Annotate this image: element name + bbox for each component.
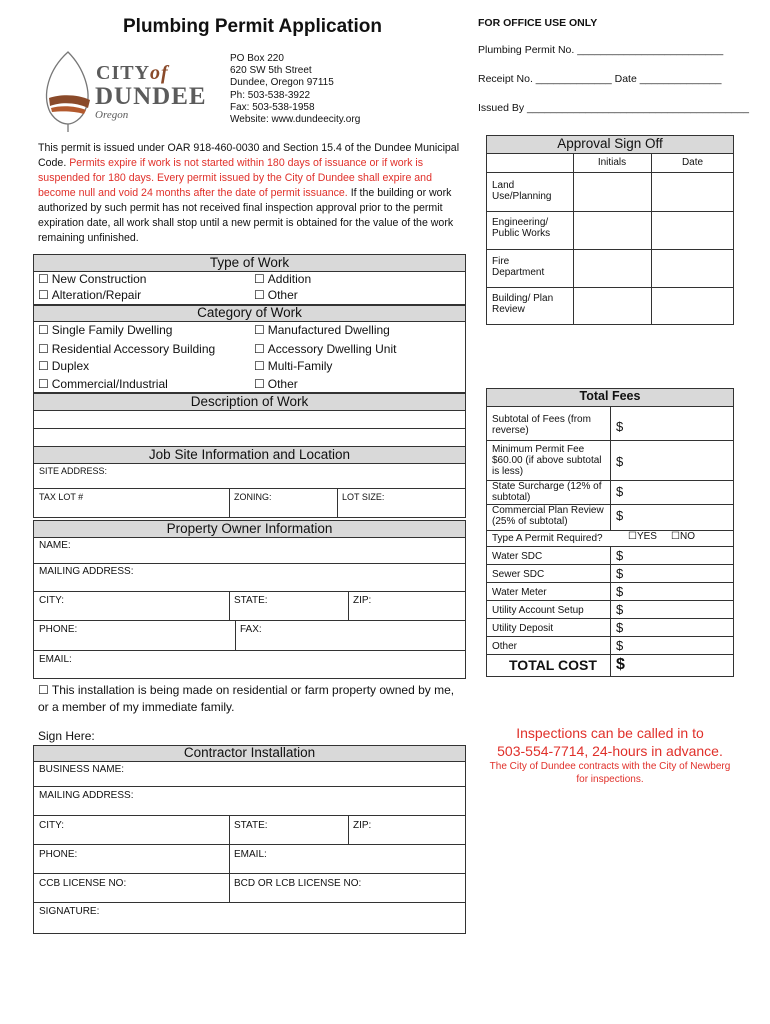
address-line: Fax: 503-538-1958 bbox=[230, 101, 315, 113]
contractor-state-label: STATE: bbox=[234, 820, 268, 831]
contractor-city-label: CITY: bbox=[39, 820, 65, 831]
checkbox-commercial[interactable]: ☐ Commercial/Industrial bbox=[38, 377, 168, 391]
checkbox-multi-family[interactable]: ☐ Multi-Family bbox=[254, 359, 333, 373]
contractor-mailing-label: MAILING ADDRESS: bbox=[39, 790, 134, 801]
checkbox-alteration-repair[interactable]: ☐ Alteration/Repair bbox=[38, 288, 142, 302]
city-address bbox=[230, 53, 360, 126]
fee-minimum-amount[interactable]: $ bbox=[616, 454, 624, 469]
address-line: PO Box 220 bbox=[230, 53, 284, 64]
owner-title: Property Owner Information bbox=[166, 521, 333, 536]
fee-utility-deposit-amount[interactable]: $ bbox=[616, 620, 624, 635]
approval-row-planning: Land Use/Planning bbox=[492, 180, 552, 202]
inspections-line1: Inspections can be called in to bbox=[516, 725, 704, 741]
checkbox-other-work[interactable]: ☐ Other bbox=[254, 288, 298, 302]
fee-utility-setup-amount[interactable]: $ bbox=[616, 602, 624, 617]
approval-row-building: Building/ Plan Review bbox=[492, 293, 554, 315]
fee-water-sdc-amount[interactable]: $ bbox=[616, 548, 624, 563]
fee-commercial-amount[interactable]: $ bbox=[616, 508, 624, 523]
fee-utility-deposit-label: Utility Deposit bbox=[492, 623, 554, 634]
description-input-2[interactable] bbox=[33, 428, 466, 447]
type-a-no-checkbox[interactable]: ☐NO bbox=[671, 531, 695, 542]
notice-text: This permit is issued under OAR 918-460-0030 and Section 15.4 of the Dundee Municipal Code. bbox=[38, 142, 460, 169]
notice-text-2: If the building or work authorized by such permit has not received final inspection approval prior to the permit expiration date, all work shall stop until a new permit is obtained for the value of the work remaining unfinished. bbox=[38, 187, 454, 244]
fee-water-meter-label: Water Meter bbox=[492, 587, 547, 598]
issued-by-line[interactable]: Issued By ______________________________________ bbox=[478, 102, 749, 114]
ccb-license-label: CCB LICENSE NO: bbox=[39, 878, 127, 889]
residential-owner-checkbox[interactable] bbox=[38, 682, 464, 716]
col-date: Date bbox=[681, 157, 704, 168]
inspections-note: The City of Dundee contracts with the City of Newberg for inspections. bbox=[489, 761, 731, 785]
checkbox-adu[interactable]: ☐ Accessory Dwelling Unit bbox=[254, 342, 397, 356]
leaf-logo-icon bbox=[38, 50, 98, 132]
fee-other-label: Other bbox=[492, 641, 518, 652]
fee-sewer-sdc-amount[interactable]: $ bbox=[616, 566, 624, 581]
zoning-label: ZONING: bbox=[234, 492, 272, 502]
notice-expiry-text: Permits expire if work is not started within 180 days of issuance or if work is suspended for 180 days. Every permit issued by the City of Dundee shall expire and become null and void 24 months after the date of permit issuance. bbox=[38, 157, 432, 199]
owner-name-label: NAME: bbox=[39, 540, 71, 551]
owner-email-field[interactable] bbox=[33, 650, 466, 679]
city-logo bbox=[38, 50, 218, 132]
address-line: Dundee, Oregon 97115 bbox=[230, 77, 334, 89]
type-of-work-title: Type of Work bbox=[209, 255, 290, 270]
fee-subtotal-label: Subtotal of Fees (from reverse) bbox=[492, 414, 591, 436]
logo-oregon: Oregon bbox=[95, 109, 129, 121]
checkbox-residential-accessory[interactable]: ☐ Residential Accessory Building bbox=[38, 342, 216, 356]
fees-title: Total Fees bbox=[579, 389, 641, 403]
job-site-title: Job Site Information and Location bbox=[148, 447, 351, 462]
fee-other-amount[interactable]: $ bbox=[616, 638, 624, 653]
signature-label: SIGNATURE: bbox=[39, 906, 100, 917]
type-a-yes-checkbox[interactable]: ☐YES bbox=[628, 531, 657, 542]
logo-of: of bbox=[150, 62, 169, 84]
checkbox-other-category[interactable]: ☐ Other bbox=[254, 377, 298, 391]
description-title: Description of Work bbox=[190, 394, 309, 409]
approval-title: Approval Sign Off bbox=[557, 136, 663, 151]
type-a-label: Type A Permit Required? bbox=[492, 533, 603, 544]
owner-mailing-label: MAILING ADDRESS: bbox=[39, 566, 134, 577]
contractor-zip-label: ZIP: bbox=[353, 820, 372, 831]
owner-email-label: EMAIL: bbox=[39, 654, 72, 665]
fee-water-meter-amount[interactable]: $ bbox=[616, 584, 624, 599]
permit-number-line[interactable]: Plumbing Permit No. _________________________ bbox=[478, 44, 724, 56]
site-address-label: SITE ADDRESS: bbox=[39, 466, 108, 476]
page-title: Plumbing Permit Application bbox=[123, 16, 382, 37]
owner-zip-label: ZIP: bbox=[353, 595, 372, 606]
fee-water-sdc-label: Water SDC bbox=[492, 551, 543, 562]
fee-utility-setup-label: Utility Account Setup bbox=[492, 605, 584, 616]
office-use-heading: FOR OFFICE USE ONLY bbox=[478, 17, 598, 29]
fee-minimum-label: Minimum Permit Fee $60.00 (if above subtotal is less) bbox=[492, 444, 602, 477]
approval-row-engineering: Engineering/ Public Works bbox=[492, 217, 551, 239]
logo-city: CITY bbox=[96, 62, 151, 84]
business-name-label: BUSINESS NAME: bbox=[39, 764, 125, 775]
description-input[interactable] bbox=[33, 410, 466, 429]
permit-notice bbox=[38, 141, 466, 246]
col-initials: Initials bbox=[597, 157, 627, 168]
address-line: Ph: 503-538-3922 bbox=[230, 89, 311, 101]
contractor-email-label: EMAIL: bbox=[234, 849, 267, 860]
total-cost-label: TOTAL COST bbox=[509, 657, 597, 673]
sign-here-label: Sign Here: bbox=[38, 729, 95, 743]
fee-commercial-label: Commercial Plan Review (25% of subtotal) bbox=[492, 505, 604, 527]
total-cost-amount[interactable]: $ bbox=[616, 656, 625, 673]
receipt-number-line[interactable]: Receipt No. _____________ Date ______________ bbox=[478, 73, 722, 85]
inspections-phone: 503-554-7714, 24-hours in advance. bbox=[497, 743, 723, 759]
logo-dundee: DUNDEE bbox=[95, 83, 207, 110]
owner-state-label: STATE: bbox=[234, 595, 268, 606]
owner-fax-label: FAX: bbox=[240, 624, 262, 635]
address-line: Website: www.dundeecity.org bbox=[230, 114, 361, 126]
fee-surcharge-label: State Surcharge (12% of subtotal) bbox=[492, 481, 602, 503]
contractor-phone-label: PHONE: bbox=[39, 849, 78, 860]
checkbox-single-family[interactable]: ☐ Single Family Dwelling bbox=[38, 323, 173, 337]
checkbox-new-construction[interactable]: ☐ New Construction bbox=[38, 272, 147, 286]
approval-row-fire: Fire Department bbox=[492, 256, 545, 278]
fee-subtotal-amount[interactable]: $ bbox=[616, 419, 624, 434]
owner-name-field[interactable] bbox=[33, 537, 466, 564]
checkbox-addition[interactable]: ☐ Addition bbox=[254, 272, 312, 286]
address-line: 620 SW 5th Street bbox=[230, 65, 312, 77]
contractor-title: Contractor Installation bbox=[183, 745, 316, 760]
category-title: Category of Work bbox=[197, 305, 302, 320]
bcd-license-label: BCD OR LCB LICENSE NO: bbox=[234, 878, 362, 889]
checkbox-duplex[interactable]: ☐ Duplex bbox=[38, 359, 90, 373]
residential-note-text: This installation is being made on residential or farm property owned by me, or a member of my immediate family. bbox=[38, 683, 455, 714]
tax-lot-label: TAX LOT # bbox=[39, 492, 84, 502]
owner-phone-label: PHONE: bbox=[39, 624, 78, 635]
checkbox-glyph[interactable]: ☐ bbox=[38, 683, 49, 697]
owner-city-label: CITY: bbox=[39, 595, 65, 606]
checkbox-manufactured[interactable]: ☐ Manufactured Dwelling bbox=[254, 323, 390, 337]
fee-surcharge-amount[interactable]: $ bbox=[616, 484, 624, 499]
fee-sewer-sdc-label: Sewer SDC bbox=[492, 569, 545, 580]
lot-size-label: LOT SIZE: bbox=[342, 492, 385, 502]
